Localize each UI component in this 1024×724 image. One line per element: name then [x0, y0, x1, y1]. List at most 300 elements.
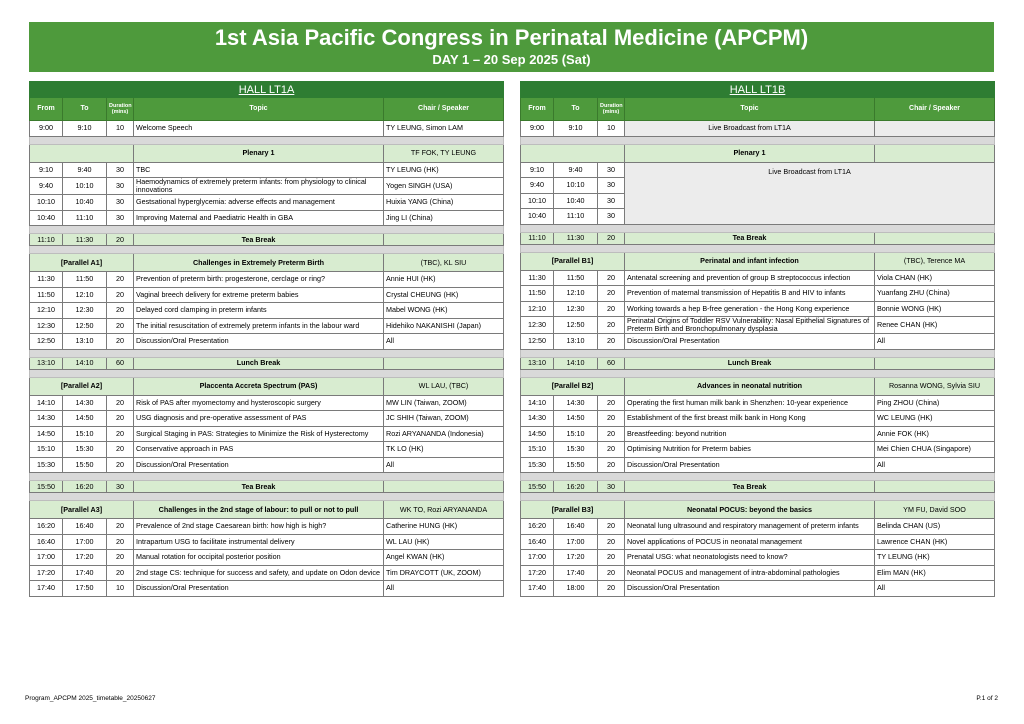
- duration: 30: [107, 162, 134, 178]
- chair-speaker: Catherine HUNG (HK): [384, 519, 504, 535]
- talk-topic: Haemodynamics of extremely preterm infants: from physiology to clinical innovations: [134, 178, 384, 195]
- time-to: 17:00: [63, 534, 107, 550]
- time-from: 11:30: [521, 270, 554, 286]
- time-to: 11:10: [554, 209, 598, 225]
- talk-topic: Surgical Staging in PAS: Strategies to Minimize the Risk of Hysterectomy: [134, 426, 384, 442]
- talk-topic: Prevalence of 2nd stage Caesarean birth: how high is high?: [134, 519, 384, 535]
- schedule-row: [521, 550, 995, 566]
- separator-cell: [521, 349, 995, 357]
- schedule-row: [521, 457, 995, 473]
- time-to: 17:50: [63, 581, 107, 597]
- duration: 20: [107, 565, 134, 581]
- time-to: 9:10: [63, 121, 107, 137]
- duration: 10: [598, 121, 625, 137]
- talk-topic: Establishment of the first breast milk bank in Hong Kong: [625, 411, 875, 427]
- duration: 20: [107, 303, 134, 319]
- session-title: Plenary 1: [134, 144, 384, 162]
- time-from: 11:50: [30, 287, 63, 303]
- break-row: [30, 481, 504, 493]
- break-chair-empty: [875, 232, 995, 244]
- chair-speaker: TY LEUNG (HK): [875, 550, 995, 566]
- session-chair: (TBC), KL SIU: [384, 254, 504, 272]
- hall-header-row: [30, 82, 504, 98]
- talk-topic: Vaginal breech delivery for extreme preterm babies: [134, 287, 384, 303]
- time-from: 12:50: [30, 334, 63, 350]
- time-to: 11:50: [554, 270, 598, 286]
- chair-speaker: Renee CHAN (HK): [875, 317, 995, 334]
- chair-speaker: TY LEUNG, Simon LAM: [384, 121, 504, 137]
- duration: 30: [107, 210, 134, 226]
- session-header-row: [30, 144, 504, 162]
- schedule-row: [30, 121, 504, 137]
- duration: 20: [107, 287, 134, 303]
- separator-row: [30, 136, 504, 144]
- talk-topic: Discussion/Oral Presentation: [625, 457, 875, 473]
- duration: 20: [107, 272, 134, 288]
- schedule-row: [30, 550, 504, 566]
- session-chair: YM FU, David SOO: [875, 501, 995, 519]
- hall-name: HALL LT1A: [30, 82, 504, 98]
- duration: 60: [598, 357, 625, 369]
- chair-speaker: Crystal CHEUNG (HK): [384, 287, 504, 303]
- schedule-row: [521, 162, 995, 178]
- session-title: Advances in neonatal nutrition: [625, 377, 875, 395]
- time-from: 16:40: [521, 534, 554, 550]
- separator-cell: [521, 244, 995, 252]
- time-from: 14:10: [521, 395, 554, 411]
- chair-speaker: MW LIN (Taiwan, ZOOM): [384, 395, 504, 411]
- title-banner: [29, 22, 994, 72]
- time-to: 15:10: [63, 426, 107, 442]
- break-title: Lunch Break: [625, 357, 875, 369]
- time-from: 15:30: [30, 457, 63, 473]
- separator-row: [521, 473, 995, 481]
- schedule-row: [30, 534, 504, 550]
- separator-row: [521, 369, 995, 377]
- column-header-row: [30, 98, 504, 121]
- duration: 30: [107, 178, 134, 195]
- chair-speaker: JC SHIH (Taiwan, ZOOM): [384, 411, 504, 427]
- duration: 20: [598, 519, 625, 535]
- separator-row: [30, 369, 504, 377]
- duration: 20: [107, 234, 134, 246]
- page-subtitle: DAY 1 – 20 Sep 2025 (Sat): [432, 52, 591, 67]
- time-to: 17:20: [554, 550, 598, 566]
- duration: 10: [107, 581, 134, 597]
- time-from: 12:30: [521, 317, 554, 334]
- separator-cell: [521, 136, 995, 144]
- time-to: 12:10: [63, 287, 107, 303]
- duration: 30: [598, 162, 625, 178]
- duration: 20: [598, 286, 625, 302]
- duration: 20: [598, 334, 625, 350]
- time-to: 13:10: [554, 334, 598, 350]
- time-from: 12:30: [30, 318, 63, 334]
- duration: 30: [598, 209, 625, 225]
- time-to: 15:10: [554, 426, 598, 442]
- time-to: 10:10: [63, 178, 107, 195]
- session-chair: Rosanna WONG, Sylvia SIU: [875, 377, 995, 395]
- time-to: 17:00: [554, 534, 598, 550]
- time-to: 14:30: [63, 395, 107, 411]
- time-from: 16:40: [30, 534, 63, 550]
- time-from: 10:10: [30, 195, 63, 211]
- time-to: 14:50: [63, 411, 107, 427]
- time-from: 12:10: [30, 303, 63, 319]
- schedule-row: [30, 442, 504, 458]
- break-chair-empty: [875, 481, 995, 493]
- time-from: 17:00: [521, 550, 554, 566]
- schedule-row: [30, 519, 504, 535]
- duration: 20: [598, 232, 625, 244]
- time-from: 9:10: [521, 162, 554, 178]
- talk-topic: Manual rotation for occipital posterior position: [134, 550, 384, 566]
- schedule-row: [521, 426, 995, 442]
- break-title: Tea Break: [134, 234, 384, 246]
- chair-speaker: Ping ZHOU (China): [875, 395, 995, 411]
- break-row: [30, 357, 504, 369]
- hall-name: HALL LT1B: [521, 82, 995, 98]
- duration: 30: [107, 195, 134, 211]
- time-to: 9:40: [63, 162, 107, 178]
- time-from: 14:30: [30, 411, 63, 427]
- talk-topic: Risk of PAS after myomectomy and hysteroscopic surgery: [134, 395, 384, 411]
- column-header-chair: Chair / Speaker: [875, 98, 995, 121]
- chair-speaker: TK LO (HK): [384, 442, 504, 458]
- schedule-row: [521, 121, 995, 137]
- live-broadcast-note: Live Broadcast from LT1A: [625, 162, 995, 224]
- chair-speaker: All: [384, 457, 504, 473]
- break-row: [521, 357, 995, 369]
- time-to: 10:10: [554, 178, 598, 194]
- schedule-row: [30, 411, 504, 427]
- break-chair-empty: [384, 357, 504, 369]
- separator-cell: [30, 349, 504, 357]
- time-to: 17:40: [63, 565, 107, 581]
- chair-speaker: WL LAU (HK): [384, 534, 504, 550]
- time-from: 12:50: [521, 334, 554, 350]
- break-title: Tea Break: [134, 481, 384, 493]
- chair-speaker: Rozi ARYANANDA (Indonesia): [384, 426, 504, 442]
- break-row: [521, 232, 995, 244]
- talk-topic: Discussion/Oral Presentation: [134, 334, 384, 350]
- time-from: 9:00: [521, 121, 554, 137]
- time-to: 12:30: [554, 301, 598, 317]
- column-header-from: From: [521, 98, 554, 121]
- time-to: 9:10: [554, 121, 598, 137]
- talk-topic: Working towards a hep B-free generation - the Hong Kong experience: [625, 301, 875, 317]
- chair-speaker: Huixia YANG (China): [384, 195, 504, 211]
- session-chair: WL LAU, (TBC): [384, 377, 504, 395]
- separator-row: [30, 349, 504, 357]
- time-from: 9:00: [30, 121, 63, 137]
- session-label: [Parallel B3]: [521, 501, 625, 519]
- schedule-row: [521, 317, 995, 334]
- time-from: 15:50: [521, 481, 554, 493]
- chair-speaker: All: [875, 457, 995, 473]
- talk-topic: Discussion/Oral Presentation: [625, 581, 875, 597]
- break-row: [521, 481, 995, 493]
- chair-speaker: Angel KWAN (HK): [384, 550, 504, 566]
- talk-topic: Welcome Speech: [134, 121, 384, 137]
- duration: 20: [107, 411, 134, 427]
- time-to: 10:40: [554, 193, 598, 209]
- duration: 20: [598, 301, 625, 317]
- talk-topic: 2nd stage CS: technique for success and safety, and update on Odon device: [134, 565, 384, 581]
- schedule-row: [30, 195, 504, 211]
- chair-speaker: All: [875, 334, 995, 350]
- time-to: 18:00: [554, 581, 598, 597]
- time-from: 10:40: [30, 210, 63, 226]
- time-to: 10:40: [63, 195, 107, 211]
- time-from: 10:10: [521, 193, 554, 209]
- session-header-row: [521, 144, 995, 162]
- separator-row: [30, 473, 504, 481]
- schedule-row: [521, 534, 995, 550]
- separator-row: [521, 136, 995, 144]
- duration: 30: [598, 481, 625, 493]
- duration: 10: [107, 121, 134, 137]
- session-title: Placcenta Accreta Spectrum (PAS): [134, 377, 384, 395]
- time-to: 14:30: [554, 395, 598, 411]
- talk-topic: Intrapartum USG to facilitate instrumental delivery: [134, 534, 384, 550]
- chair-speaker: Mei Chien CHUA (Singapore): [875, 442, 995, 458]
- column-header-row: [521, 98, 995, 121]
- footer-filename: Program_APCPM 2025_timetable_20250627: [25, 695, 156, 702]
- chair-speaker: Jing LI (China): [384, 210, 504, 226]
- session-header-row: [30, 501, 504, 519]
- time-to: 12:30: [63, 303, 107, 319]
- time-from: 16:20: [521, 519, 554, 535]
- time-to: 14:10: [63, 357, 107, 369]
- footer-page-number: P.1 of 2: [976, 695, 998, 702]
- time-from: 14:50: [30, 426, 63, 442]
- separator-cell: [521, 224, 995, 232]
- time-to: 17:40: [554, 565, 598, 581]
- time-to: 16:40: [554, 519, 598, 535]
- separator-cell: [30, 473, 504, 481]
- time-from: 13:10: [30, 357, 63, 369]
- time-from: 9:40: [30, 178, 63, 195]
- time-to: 11:50: [63, 272, 107, 288]
- chair-speaker: Annie FOK (HK): [875, 426, 995, 442]
- duration: 20: [107, 457, 134, 473]
- schedule-row: [521, 565, 995, 581]
- schedule-row: [521, 395, 995, 411]
- schedule-row: [30, 395, 504, 411]
- duration: 30: [598, 193, 625, 209]
- duration: 20: [598, 534, 625, 550]
- time-from: 17:40: [30, 581, 63, 597]
- time-from: 11:50: [521, 286, 554, 302]
- time-to: 15:30: [63, 442, 107, 458]
- column-header-duration: Duration (mins): [107, 98, 134, 121]
- schedule-row: [30, 581, 504, 597]
- session-label: [Parallel B2]: [521, 377, 625, 395]
- time-to: 15:50: [554, 457, 598, 473]
- time-from: 17:20: [521, 565, 554, 581]
- time-from: 11:10: [30, 234, 63, 246]
- time-from: 15:50: [30, 481, 63, 493]
- duration: 20: [598, 442, 625, 458]
- talk-topic: Prevention of maternal transmission of Hepatitis B and HIV to infants: [625, 286, 875, 302]
- separator-cell: [30, 246, 504, 254]
- chair-speaker: WC LEUNG (HK): [875, 411, 995, 427]
- schedule-row: [30, 318, 504, 334]
- talk-topic: Improving Maternal and Paediatric Health in GBA: [134, 210, 384, 226]
- separator-row: [521, 244, 995, 252]
- talk-topic: Discussion/Oral Presentation: [134, 581, 384, 597]
- schedule-table: [520, 81, 995, 597]
- separator-cell: [30, 493, 504, 501]
- schedule-row: [521, 519, 995, 535]
- schedule-row: [30, 565, 504, 581]
- live-broadcast-note: Live Broadcast from LT1A: [625, 121, 875, 137]
- duration: 20: [598, 395, 625, 411]
- talk-topic: Prenatal USG: what neonatologists need to know?: [625, 550, 875, 566]
- time-from: 15:30: [521, 457, 554, 473]
- time-from: 15:10: [30, 442, 63, 458]
- session-label: [Parallel B1]: [521, 252, 625, 270]
- time-to: 12:50: [63, 318, 107, 334]
- separator-row: [30, 226, 504, 234]
- duration: 20: [598, 581, 625, 597]
- column-header-duration: Duration (mins): [598, 98, 625, 121]
- chair-speaker: Lawrence CHAN (HK): [875, 534, 995, 550]
- session-chair: [875, 144, 995, 162]
- schedule-row: [30, 272, 504, 288]
- talk-topic: TBC: [134, 162, 384, 178]
- talk-topic: Neonatal POCUS and management of intra-abdominal pathologies: [625, 565, 875, 581]
- duration: 30: [598, 178, 625, 194]
- chair-speaker: Viola CHAN (HK): [875, 270, 995, 286]
- time-from: 13:10: [521, 357, 554, 369]
- time-from: 17:00: [30, 550, 63, 566]
- chair-speaker: Annie HUI (HK): [384, 272, 504, 288]
- talk-topic: Discussion/Oral Presentation: [134, 457, 384, 473]
- chair-speaker: TY LEUNG (HK): [384, 162, 504, 178]
- duration: 20: [107, 442, 134, 458]
- chair-speaker: Elim MAN (HK): [875, 565, 995, 581]
- time-to: 12:50: [554, 317, 598, 334]
- chair-speaker: [875, 121, 995, 137]
- column-header-to: To: [554, 98, 598, 121]
- separator-cell: [30, 226, 504, 234]
- time-from: 11:10: [521, 232, 554, 244]
- session-label: [Parallel A2]: [30, 377, 134, 395]
- session-header-row: [521, 377, 995, 395]
- break-chair-empty: [384, 481, 504, 493]
- talk-topic: Prevention of preterm birth: progesterone, cerclage or ring?: [134, 272, 384, 288]
- schedule-row: [30, 457, 504, 473]
- break-chair-empty: [384, 234, 504, 246]
- talk-topic: Novel applications of POCUS in neonatal management: [625, 534, 875, 550]
- time-to: 11:30: [63, 234, 107, 246]
- session-chair: WK TO, Rozi ARYANANDA: [384, 501, 504, 519]
- schedule-row: [521, 581, 995, 597]
- schedule-row: [30, 287, 504, 303]
- break-title: Tea Break: [625, 232, 875, 244]
- break-row: [30, 234, 504, 246]
- talk-topic: Optimising Nutrition for Preterm babies: [625, 442, 875, 458]
- column-header-to: To: [63, 98, 107, 121]
- schedule-row: [521, 270, 995, 286]
- talk-topic: Perinatal Origins of Toddler RSV Vulnerability: Nasal Epithelial Signatures of Preterm Birth and Bronchopulmonary dysplasia: [625, 317, 875, 334]
- schedule-row: [521, 301, 995, 317]
- duration: 30: [107, 481, 134, 493]
- schedule-row: [30, 303, 504, 319]
- time-from: 17:40: [521, 581, 554, 597]
- chair-speaker: Yogen SINGH (USA): [384, 178, 504, 195]
- time-from: 11:30: [30, 272, 63, 288]
- session-header-row: [521, 501, 995, 519]
- time-from: 12:10: [521, 301, 554, 317]
- session-title: Plenary 1: [625, 144, 875, 162]
- time-to: 16:20: [63, 481, 107, 493]
- time-to: 14:50: [554, 411, 598, 427]
- time-to: 12:10: [554, 286, 598, 302]
- talk-topic: Gestsational hyperglycemia: adverse effects and management: [134, 195, 384, 211]
- column-header-chair: Chair / Speaker: [384, 98, 504, 121]
- duration: 20: [107, 334, 134, 350]
- session-header-row: [521, 252, 995, 270]
- separator-row: [521, 493, 995, 501]
- chair-speaker: All: [384, 334, 504, 350]
- time-to: 11:10: [63, 210, 107, 226]
- chair-speaker: Tim DRAYCOTT (UK, ZOOM): [384, 565, 504, 581]
- time-from: 14:50: [521, 426, 554, 442]
- time-to: 13:10: [63, 334, 107, 350]
- talk-topic: The initial resuscitation of extremely preterm infants in the labour ward: [134, 318, 384, 334]
- column-header-from: From: [30, 98, 63, 121]
- session-title: Challenges in the 2nd stage of labour: to pull or not to pull: [134, 501, 384, 519]
- page-title: 1st Asia Pacific Congress in Perinatal Medicine (APCPM): [214, 25, 809, 50]
- break-title: Lunch Break: [134, 357, 384, 369]
- schedule-row: [521, 334, 995, 350]
- schedule-row: [30, 162, 504, 178]
- time-from: 9:10: [30, 162, 63, 178]
- talk-topic: Delayed cord clamping in preterm infants: [134, 303, 384, 319]
- schedule-row: [30, 426, 504, 442]
- session-title: Challenges in Extremely Preterm Birth: [134, 254, 384, 272]
- talk-topic: Discussion/Oral Presentation: [625, 334, 875, 350]
- session-label: [Parallel A3]: [30, 501, 134, 519]
- schedule-row: [30, 178, 504, 195]
- column-header-topic: Topic: [625, 98, 875, 121]
- separator-cell: [521, 493, 995, 501]
- session-label: [Parallel A1]: [30, 254, 134, 272]
- separator-row: [521, 349, 995, 357]
- hall-lt1b-schedule: [520, 81, 994, 597]
- chair-speaker: Belinda CHAN (US): [875, 519, 995, 535]
- schedule-row: [30, 210, 504, 226]
- hall-header-row: [521, 82, 995, 98]
- schedule-row: [521, 442, 995, 458]
- duration: 20: [107, 534, 134, 550]
- separator-cell: [30, 136, 504, 144]
- time-to: 17:20: [63, 550, 107, 566]
- time-from: 16:20: [30, 519, 63, 535]
- time-from: 9:40: [521, 178, 554, 194]
- duration: 60: [107, 357, 134, 369]
- duration: 20: [598, 317, 625, 334]
- chair-speaker: Hidehiko NAKANISHI (Japan): [384, 318, 504, 334]
- duration: 20: [598, 550, 625, 566]
- schedule-row: [30, 334, 504, 350]
- session-label: [521, 144, 625, 162]
- separator-row: [30, 246, 504, 254]
- duration: 20: [107, 519, 134, 535]
